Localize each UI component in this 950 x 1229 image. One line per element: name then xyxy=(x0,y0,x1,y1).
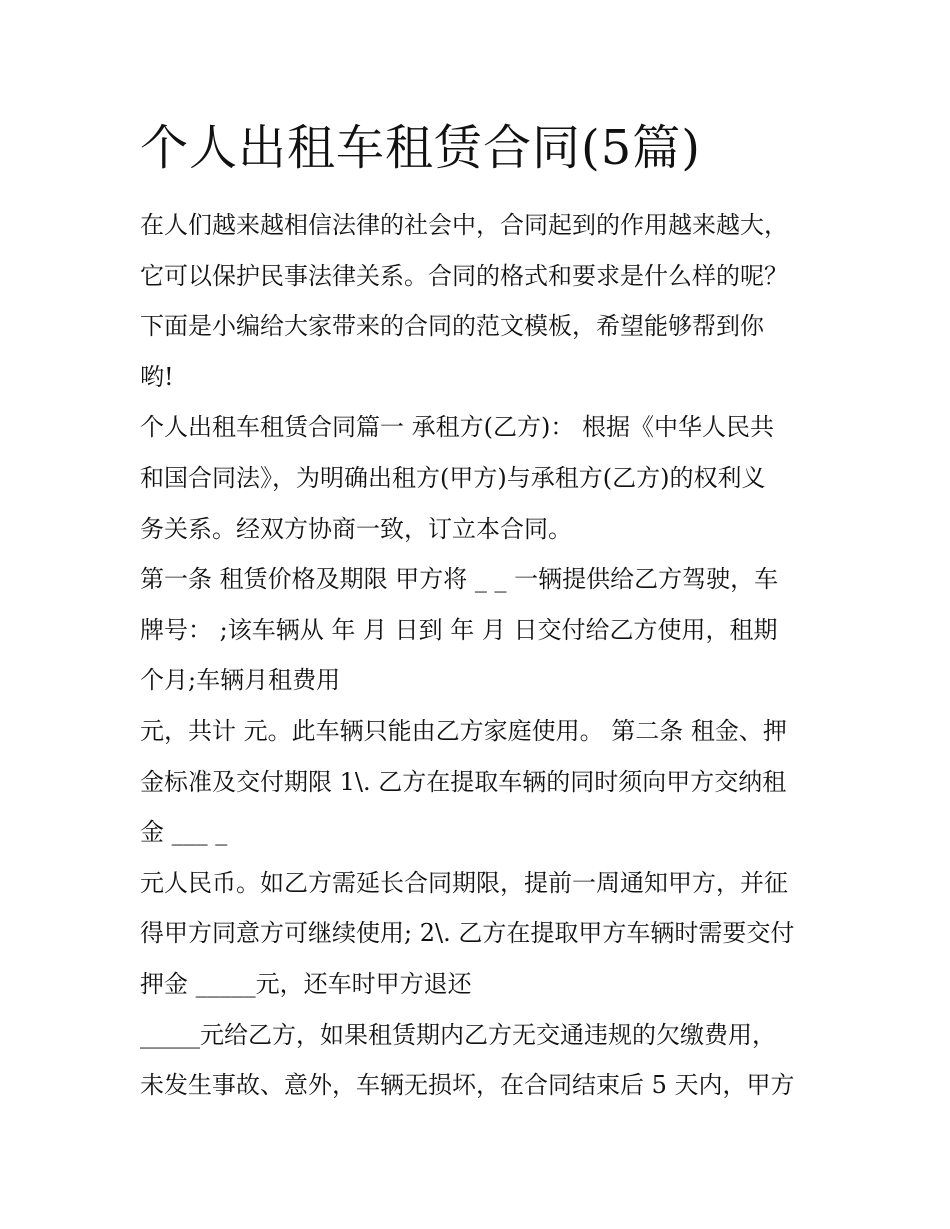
document-body xyxy=(140,200,820,1111)
document-page xyxy=(140,110,820,1111)
body-line: 下面是小编给大家带来的合同的范文模板，希望能够帮到你 xyxy=(140,312,764,341)
body-line: 第一条 租赁价格及期限 甲方将 _ _ 一辆提供给乙方驾驶，车 xyxy=(140,565,779,594)
body-line: 押金 _____元，还车时甲方退还 xyxy=(140,969,472,998)
document-title: 个人出租车租赁合同(5篇) xyxy=(140,120,701,176)
body-line: 金标准及交付期限 1\. 乙方在提取车辆的同时须向甲方交纳租 xyxy=(140,767,787,796)
body-line: 得甲方同意方可继续使用; 2\. 乙方在提取甲方车辆时需要交付 xyxy=(140,919,795,948)
body-line: 牌号： ;该车辆从 年 月 日到 年 月 日交付给乙方使用，租期 xyxy=(140,615,778,644)
body-line: 金 ___ _ xyxy=(140,818,228,847)
body-line: 在人们越来越相信法律的社会中，合同起到的作用越来越大， xyxy=(140,211,788,239)
body-line: _____元给乙方，如果租赁期内乙方无交通违规的欠缴费用， xyxy=(140,1020,776,1049)
body-line: 和国合同法》，为明确出租方(甲方)与承租方(乙方)的权利义 xyxy=(140,463,766,492)
body-line: 未发生事故、意外，车辆无损坏，在合同结束后 5 天内，甲方 xyxy=(140,1071,795,1100)
body-line: 哟! xyxy=(140,362,174,391)
body-line: 个人出租车租赁合同篇一 承租方(乙方)： 根据《中华人民共 xyxy=(140,413,774,442)
body-line: 元人民币。如乙方需延长合同期限，提前一周通知甲方，并征 xyxy=(140,868,788,897)
body-line: 它可以保护民事法律关系。合同的格式和要求是什么样的呢？ xyxy=(140,261,788,290)
body-line: 元，共计 元。此车辆只能由乙方家庭使用。 第二条 租金、押 xyxy=(140,716,787,745)
body-line: 个月;车辆月租费用 xyxy=(140,666,341,695)
body-line: 务关系。经双方协商一致，订立本合同。 xyxy=(140,514,572,543)
